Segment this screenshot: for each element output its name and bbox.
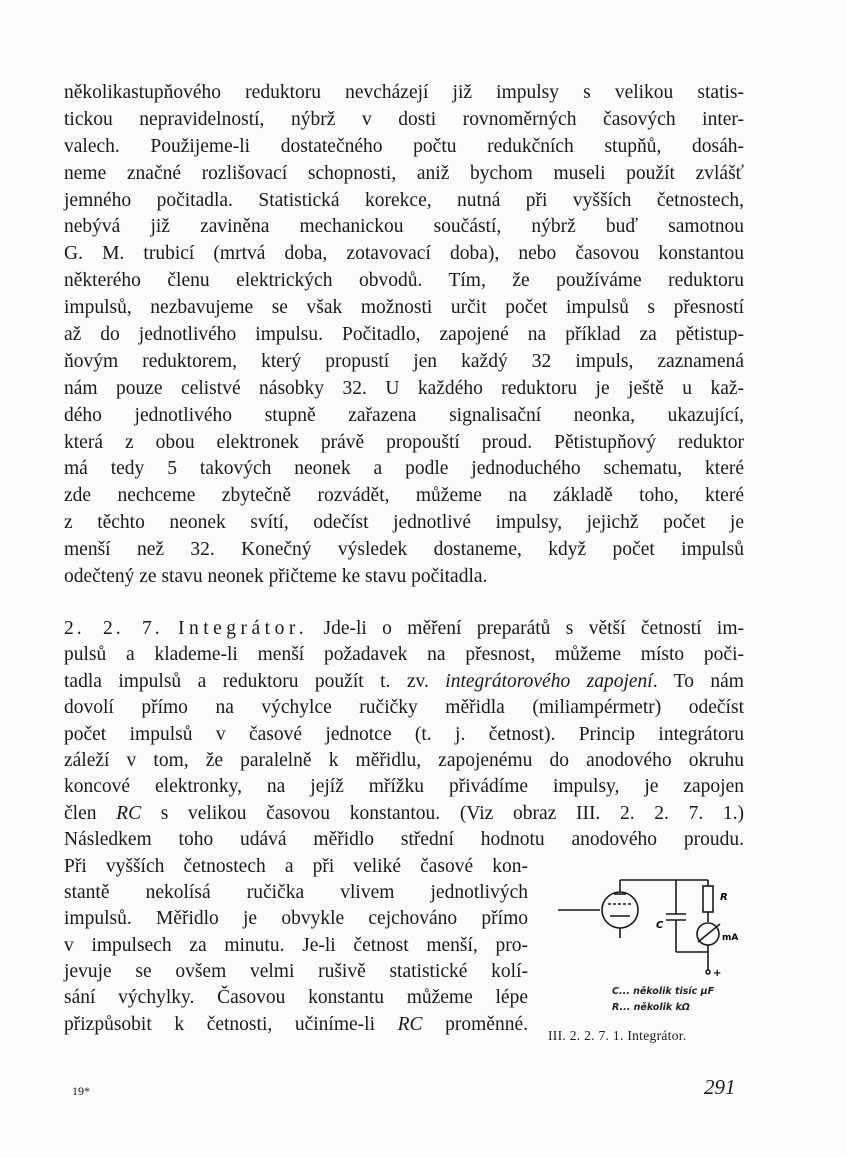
note-capacitor: C... několik tisíc μF xyxy=(612,986,715,997)
text-line: nám pouze celistvé násobky 32. U každého reduktoru je ještě u kaž- xyxy=(64,377,744,399)
text-line: tickou nepravidelností, nýbrž v dosti rovnoměrných časových inter- xyxy=(64,108,744,130)
signature-mark: 19* xyxy=(72,1084,90,1098)
text-line xyxy=(64,1012,528,1038)
text-line: nebývá již zaviněna mechanickou součástí, nýbrž buď samotnou xyxy=(64,216,744,238)
text-line: dého jednotlivého stupně zařazena signalisační neonka, ukazující, xyxy=(64,404,744,426)
text-line: z těchto neonek svítí, odečíst jednotlivé impulsy, jejichž počet je xyxy=(64,512,744,534)
note-resistor: R... několik kΩ xyxy=(612,1002,690,1013)
terminal-icon xyxy=(706,970,710,974)
text-line: Při vyšších četnostech a při veliké časové kon- xyxy=(64,855,528,877)
text-line: menší než 32. Konečný výsledek dostaneme, když počet impulsů xyxy=(64,539,744,561)
text-line xyxy=(64,801,744,827)
label-r: R xyxy=(720,892,728,903)
text-line xyxy=(64,669,744,695)
text-fragment: tadla impulsů a reduktoru použít t. zv. xyxy=(64,670,446,692)
meter-needle xyxy=(698,924,720,942)
text-line: má tedy 5 takových neonek a podle jednoduchého schematu, které xyxy=(64,458,744,480)
text-line: pulsů a klademe-li menší požadavek na přesnost, můžeme místo poči- xyxy=(64,644,744,666)
text-line: zde nechceme zbytečně rozvádět, můžeme na základě toho, které xyxy=(64,485,744,507)
text-line: sání výchylky. Časovou konstantu můžeme lépe xyxy=(64,987,528,1009)
emphasis-term: integrátorového zapojení xyxy=(445,670,653,692)
label-plus: + xyxy=(713,968,722,979)
text-fragment: člen xyxy=(64,802,117,824)
resistor-icon xyxy=(703,886,713,912)
text-line: která z obou elektronek právě propouští proud. Pětistupňový reduktor xyxy=(64,431,744,453)
label-ma: mA xyxy=(722,933,739,943)
text-line: ňovým reduktorem, který propustí jen každý 32 impuls, zaznamená xyxy=(64,350,744,372)
label-c: C xyxy=(656,920,664,931)
integrator-circuit-figure xyxy=(548,862,748,1052)
section-number: 2. 2. 7. xyxy=(64,618,163,639)
text-line: záleží v tom, že paralelně k měřidlu, zapojenému do anodového okruhu xyxy=(64,749,744,771)
paragraph-reductor xyxy=(64,80,744,591)
emphasis-rc: RC xyxy=(116,802,142,824)
text-fragment: s velikou časovou konstantou. (Viz obraz III. 2. 2. 7. 1.) xyxy=(141,802,744,824)
text-line: koncové elektronky, na jejíž mřížku přivádíme impulsy, je zapojen xyxy=(64,776,744,798)
text-line: G. M. trubicí (mrtvá doba, zotavovací doba), nebo časovou konstantou xyxy=(64,243,744,265)
text-line: jevuje se ovšem velmi rušivě statistické kolí- xyxy=(64,961,528,983)
text-line: stantě nekolísá ručička vlivem jednotlivých xyxy=(64,881,528,903)
emphasis-rc: RC xyxy=(397,1013,423,1035)
text-line: počet impulsů v časové jednotce (t. j. četnost). Princip integrátoru xyxy=(64,723,744,745)
section-title: Integrátor. xyxy=(177,618,309,639)
text-line xyxy=(64,616,744,642)
text-fragment: Jde-li o měření preparátů s větší četností im- xyxy=(308,618,744,639)
text-line: až do jednotlivého impulsu. Počitadlo, zapojené na příklad za pětistup- xyxy=(64,324,744,346)
text-line: jemného počitadla. Statistická korekce, nutná při vyšších četnostech, xyxy=(64,189,744,211)
text-line: impulsů, nezbavujeme se však možnosti určit počet impulsů s přesností xyxy=(64,297,744,319)
text-fragment: . To nám xyxy=(652,670,744,692)
text-fragment: přizpůsobit k četnosti, učiníme-li xyxy=(64,1013,398,1035)
text-line: několikastupňového reduktoru nevcházejí již impulsy s velikou statis- xyxy=(64,82,744,103)
text-line: dovolí přímo na výchylce ručičky měřidla (miliampérmetr) odečíst xyxy=(64,697,744,719)
text-line: neme značné rozlišovací schopnosti, aniž bychom museli použít zvlášť xyxy=(64,162,744,184)
text-line: v impulsech za minutu. Je-li četnost menší, pro- xyxy=(64,934,528,956)
text-fragment: proměnné. xyxy=(445,1013,528,1035)
text-line: Následkem toho udává měřidlo střední hodnotu anodového proudu. xyxy=(64,829,744,851)
text-line: některého členu elektrických obvodů. Tím, že používáme reduktoru xyxy=(64,270,744,292)
tube-icon xyxy=(602,892,638,928)
page-number: 291 xyxy=(704,1075,736,1099)
text-line: odečtený ze stavu neonek přičteme ke stavu počitadla. xyxy=(64,566,488,588)
text-line: valech. Použijeme-li dostatečného počtu redukčních stupňů, dosáh- xyxy=(64,135,744,157)
text-line: impulsů. Měřidlo je obvykle cejchováno přímo xyxy=(64,908,528,930)
figure-caption: III. 2. 2. 7. 1. Integrátor. xyxy=(548,1028,687,1043)
